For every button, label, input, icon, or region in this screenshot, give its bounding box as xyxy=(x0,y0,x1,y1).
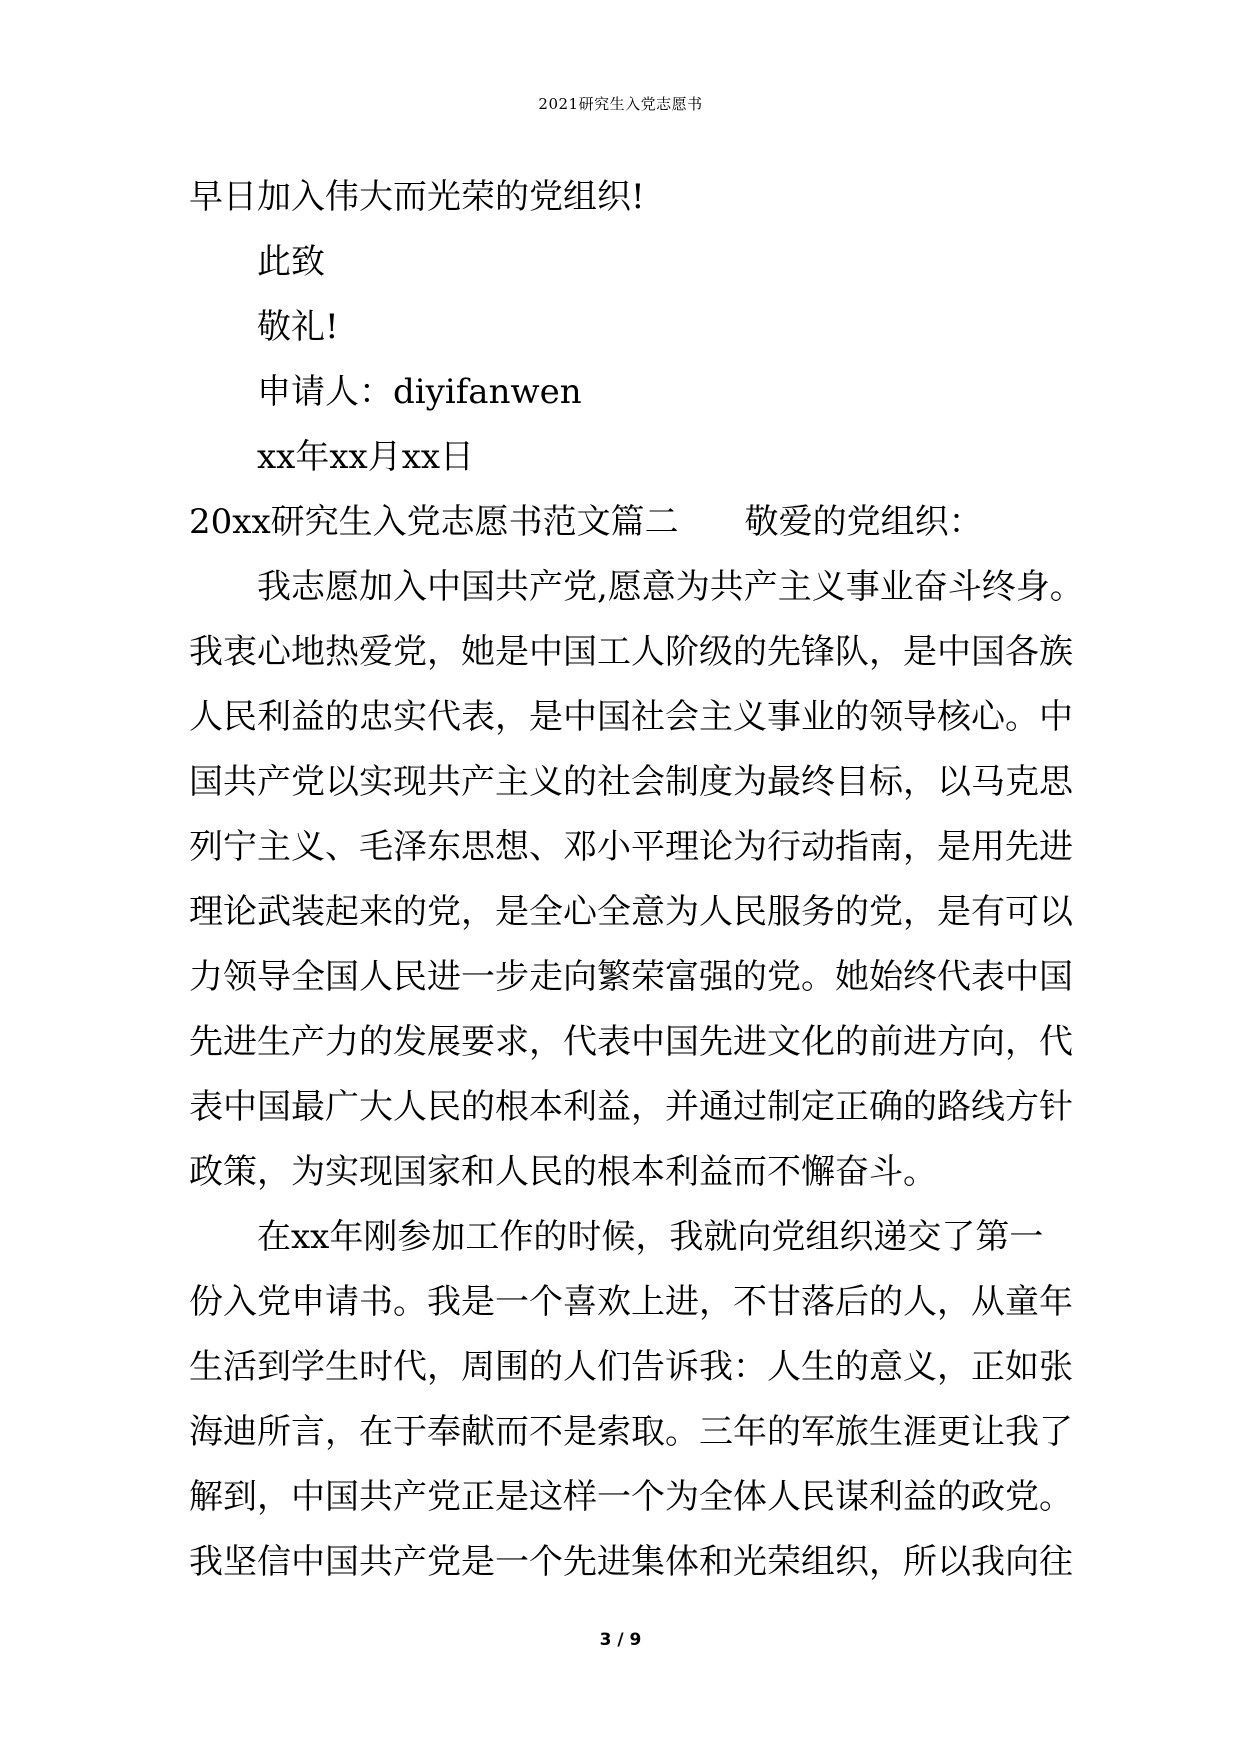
page-header: 2021研究生入党志愿书 xyxy=(538,95,703,113)
paragraph-2 xyxy=(189,1205,1073,1595)
paragraph-1 xyxy=(189,555,1084,1205)
applicant-line: 申请人：diyifanwen xyxy=(257,372,582,412)
paragraph-line: 海迪所言，在于奉献而不是索取。三年的军旅生涯更让我了 xyxy=(189,1412,1073,1452)
paragraph-line: 力领导全国人民进一步走向繁荣富强的党。她始终代表中国 xyxy=(189,957,1073,997)
closing-line: 早日加入伟大而光荣的党组织! xyxy=(189,177,645,217)
paragraph-line: 在xx年刚参加工作的时候，我就向党组织递交了第一 xyxy=(257,1217,1044,1257)
document-body xyxy=(189,165,1084,1595)
paragraph-line: 我坚信中国共产党是一个先进集体和光荣组织，所以我向往 xyxy=(189,1542,1073,1582)
paragraph-line: 政策，为实现国家和人民的根本利益而不懈奋斗。 xyxy=(189,1152,937,1192)
closing-phrase: 此致 xyxy=(257,242,325,282)
paragraph-line: 先进生产力的发展要求，代表中国先进文化的前进方向，代 xyxy=(189,1022,1073,1062)
paragraph-line: 我衷心地热爱党，她是中国工人阶级的先锋队，是中国各族 xyxy=(189,632,1073,672)
section-title: 20xx研究生入党志愿书范文篇二 xyxy=(189,502,679,542)
date-line: xx年xx月xx日 xyxy=(257,437,475,477)
paragraph-line: 份入党申请书。我是一个喜欢上进，不甘落后的人，从童年 xyxy=(189,1282,1073,1322)
page-number: 3 / 9 xyxy=(599,1630,642,1650)
paragraph-line: 生活到学生时代，周围的人们告诉我：人生的意义，正如张 xyxy=(189,1347,1073,1387)
paragraph-line: 列宁主义、毛泽东思想、邓小平理论为行动指南，是用先进 xyxy=(189,827,1073,867)
paragraph-line: 我志愿加入中国共产党,愿意为共产主义事业奋斗终身。 xyxy=(257,567,1084,607)
salute: 敬礼! xyxy=(257,307,339,347)
paragraph-line: 理论武装起来的党，是全心全意为人民服务的党，是有可以 xyxy=(189,892,1073,932)
salutation: 敬爱的党组织： xyxy=(744,502,983,542)
section-heading-line xyxy=(189,490,1069,555)
paragraph-line: 国共产党以实现共产主义的社会制度为最终目标，以马克思 xyxy=(189,762,1073,802)
paragraph-line: 解到，中国共产党正是这样一个为全体人民谋利益的政党。 xyxy=(189,1477,1073,1517)
paragraph-line: 人民利益的忠实代表，是中国社会主义事业的领导核心。中 xyxy=(189,697,1073,737)
paragraph-line: 表中国最广大人民的根本利益，并通过制定正确的路线方针 xyxy=(189,1087,1073,1127)
